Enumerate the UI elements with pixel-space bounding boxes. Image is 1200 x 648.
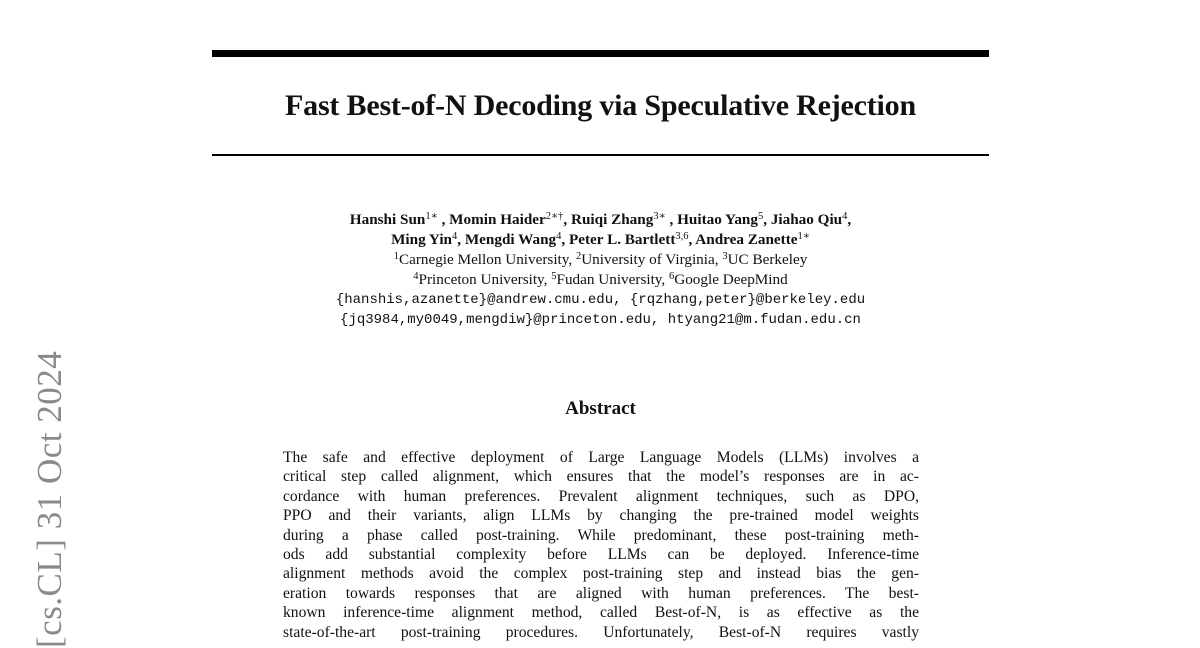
author-name: Mengdi Wang	[464, 231, 557, 248]
author-affiliation-marker: 4	[556, 231, 562, 242]
abstract-line: eration towards responses that are aligned with human preferences. The best-	[283, 584, 919, 602]
author-name: Ming Yin	[391, 231, 452, 248]
affiliation-name: Carnegie Mellon University,	[398, 251, 576, 268]
paper-title: Fast Best-of-N Decoding via Speculative Rejection	[285, 89, 916, 122]
author-affiliation-marker: 1∗	[425, 211, 438, 222]
email-line-2: {jq3984,my0049,mengdiw}@princeton.edu, htyang21@m.fudan.edu.cn	[340, 312, 861, 328]
affiliation-name: Fudan University,	[556, 271, 669, 288]
author-name: Peter L. Bartlett	[568, 231, 676, 248]
affiliation-marker: 2	[575, 251, 582, 262]
author-affiliation-marker: 4	[842, 211, 848, 222]
abstract-line: PPO and their variants, align LLMs by changing the pre-trained model weights	[283, 507, 919, 525]
author-separator: ,	[561, 231, 569, 248]
author-name: Jiahao Qiu	[770, 211, 843, 228]
author-name: Ruiqi Zhang	[571, 211, 654, 228]
affiliation-name: UC Berkeley	[727, 251, 808, 268]
arxiv-identifier-stamp: [cs.CL] 31 Oct 2024	[30, 350, 69, 648]
author-name: Hanshi Sun	[349, 211, 426, 228]
author-list-line-2	[212, 230, 989, 250]
abstract-line: during a phase called post-training. While predominant, these post-training meth-	[283, 526, 919, 544]
title-top-rule	[212, 50, 989, 57]
affiliation-marker: 6	[669, 271, 675, 282]
abstract-line: ods add substantial complexity before LLMs can be deployed. Inference-time	[283, 546, 919, 564]
affiliation-name: Princeton University,	[418, 271, 552, 288]
affiliation-marker: 1	[393, 251, 399, 262]
abstract-line: The safe and effective deployment of Large Language Models (LLMs) involves a	[283, 449, 919, 466]
author-separator: ,	[563, 211, 571, 228]
abstract-line: alignment methods avoid the complex post-training step and instead bias the gen-	[283, 565, 919, 583]
abstract-line: state-of-the-art post-training procedures. Unfortunately, Best-of-N requires vastly	[283, 623, 919, 641]
affiliation-name: Google DeepMind	[674, 271, 788, 288]
author-separator: ,	[763, 211, 771, 228]
email-line-1: {hanshis,azanette}@andrew.cmu.edu, {rqzhang,peter}@berkeley.edu	[335, 292, 866, 308]
author-separator: ,	[688, 231, 696, 248]
affiliation-marker: 3	[722, 251, 728, 262]
abstract-line: critical step called alignment, which ensures that the model’s responses are in ac-	[283, 468, 919, 486]
author-affiliation-marker: 2∗†	[545, 211, 564, 222]
affiliation-line-2	[212, 270, 989, 290]
author-block	[212, 210, 989, 330]
abstract-body	[283, 448, 919, 642]
abstract-line: cordance with human preferences. Prevalent alignment techniques, such as DPO,	[283, 487, 919, 505]
affiliation-line-1	[212, 250, 989, 270]
title-bottom-rule	[212, 154, 989, 156]
author-separator: ,	[847, 211, 852, 228]
author-list-line-1	[212, 210, 989, 230]
author-separator: ,	[665, 211, 678, 228]
author-affiliation-marker: 4	[452, 231, 458, 242]
author-name: Andrea Zanette	[695, 231, 798, 248]
author-affiliation-marker: 1∗	[797, 231, 810, 242]
author-separator: ,	[457, 231, 465, 248]
author-affiliation-marker: 3,6	[675, 231, 689, 242]
author-separator: ,	[437, 211, 450, 228]
author-name: Huitao Yang	[677, 211, 758, 228]
author-name: Momin Haider	[449, 211, 546, 228]
abstract-heading: Abstract	[565, 398, 636, 419]
affiliation-marker: 4	[413, 271, 419, 282]
affiliation-name: University of Virginia,	[581, 251, 723, 268]
affiliation-marker: 5	[551, 271, 557, 282]
author-affiliation-marker: 5	[757, 211, 764, 222]
abstract-line: known inference-time alignment method, called Best-of-N, is as effective as the	[283, 604, 919, 622]
author-affiliation-marker: 3∗	[653, 211, 666, 222]
